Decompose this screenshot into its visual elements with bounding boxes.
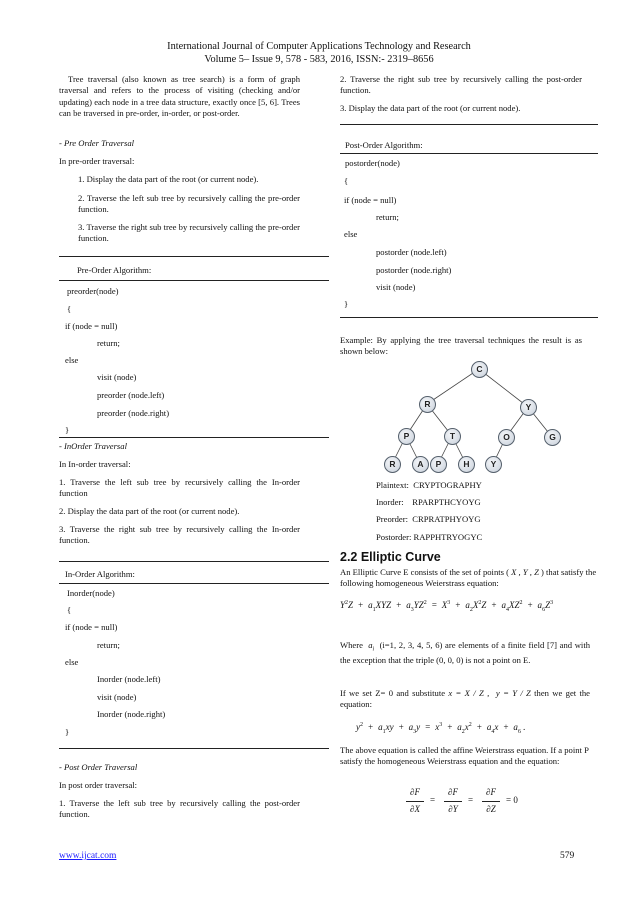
- divider: [59, 561, 329, 562]
- postorder-heading: - Post Order Traversal: [59, 762, 138, 772]
- ec-intro-text: An Elliptic Curve E consists of the set of points (: [340, 567, 509, 577]
- result-label: Inorder:: [376, 497, 404, 507]
- tree-node: G: [544, 429, 561, 446]
- substitution-text: then we get the equation:: [340, 688, 590, 710]
- code-line: visit (node): [376, 282, 416, 292]
- tree-node: A: [412, 456, 429, 473]
- journal-volume: Volume 5– Issue 9, 578 - 583, 2016, ISSN:- 2319–8656: [204, 54, 434, 65]
- where-text: Where: [340, 640, 363, 650]
- affine-equation: $y^2 + a_1xy + a_3y = x^3 + a_2x^2 + a_4x + a_6$ .: [356, 722, 526, 735]
- inorder-step-2: 2. Display the data part of the root (or current node).: [59, 506, 240, 516]
- preorder-step-2: 2. Traverse the left sub tree by recursively calling the pre-order function.: [78, 193, 300, 215]
- section-heading: 2.2 Elliptic Curve: [340, 550, 441, 564]
- divider: [340, 317, 598, 318]
- substitution-text: If we set Z= 0 and substitute: [340, 688, 446, 698]
- code-line: postorder (node.right): [376, 265, 452, 275]
- preorder-algo-title: Pre-Order Algorithm:: [77, 265, 152, 275]
- tree-node: Y: [520, 399, 537, 416]
- code-line: visit (node): [97, 692, 137, 702]
- partial-derivative-equation: ∂F ∂X = ∂F ∂Y = ∂F ∂Z = 0: [406, 787, 526, 827]
- divider: [59, 437, 329, 438]
- divider: [340, 153, 598, 154]
- code-line: else: [344, 229, 358, 239]
- result-row: [376, 480, 482, 491]
- ec-intro: [340, 567, 598, 590]
- ec-intro-vars: X , Y , Z: [511, 567, 539, 577]
- preorder-step-1: 1. Display the data part of the root (or current node).: [78, 174, 259, 184]
- code-line: else: [65, 657, 79, 667]
- code-line: preorder(node): [67, 286, 119, 296]
- code-line: preorder (node.right): [97, 408, 170, 418]
- divider: [59, 256, 329, 257]
- inorder-heading: - InOrder Traversal: [59, 441, 127, 451]
- postorder-algo-title: Post-Order Algorithm:: [345, 140, 423, 150]
- code-line: return;: [97, 338, 120, 348]
- tree-node: R: [419, 396, 436, 413]
- preorder-heading: - Pre Order Traversal: [59, 138, 135, 148]
- preorder-step-3: 3. Traverse the right sub tree by recursively calling the pre-order function.: [78, 222, 300, 244]
- code-line: Inorder (node.right): [97, 709, 166, 719]
- result-value: CRPRATPHYOYG: [412, 514, 481, 524]
- ec-intro-text: ) that satisfy the following homogeneous Weierstrass equation:: [340, 567, 597, 589]
- where-paragraph: [340, 640, 590, 666]
- result-value: RPARPTHCYOYG: [412, 497, 481, 507]
- tree-node: H: [458, 456, 475, 473]
- code-line: return;: [97, 640, 120, 650]
- substitution-paragraph: [340, 688, 590, 711]
- result-label: Preorder:: [376, 514, 408, 524]
- journal-url-link[interactable]: www.ijcat.com: [59, 851, 117, 861]
- code-line: if (node = null): [65, 622, 118, 632]
- page-number: 579: [560, 851, 575, 861]
- code-line: }: [344, 299, 349, 309]
- code-line: }: [65, 425, 70, 435]
- inorder-algo-title: In-Order Algorithm:: [65, 569, 135, 579]
- code-line: else: [65, 355, 79, 365]
- divider: [59, 748, 329, 749]
- traversal-tree: [380, 360, 580, 476]
- tree-node: C: [471, 361, 488, 378]
- inorder-step-3: 3. Traverse the right sub tree by recursively calling the In-order function.: [59, 524, 300, 546]
- inorder-step-1: 1. Traverse the left sub tree by recursively calling the In-order function: [59, 477, 300, 499]
- code-line: Inorder(node): [67, 588, 115, 598]
- journal-title: International Journal of Computer Applications Technology and Research: [167, 41, 471, 52]
- postorder-intro: In post order traversal:: [59, 780, 138, 790]
- tree-node: R: [384, 456, 401, 473]
- code-line: if (node = null): [344, 195, 397, 205]
- code-line: return;: [376, 212, 399, 222]
- code-line: postorder(node): [345, 158, 400, 168]
- affine-paragraph: The above equation is called the affine Weierstrass equation. If a point P satisfy the homogeneous Weierstrass equation and the equation:: [340, 745, 589, 767]
- postorder-step-3: 3. Display the data part of the root (or current node).: [340, 103, 521, 113]
- tree-node: P: [398, 428, 415, 445]
- code-line: {: [67, 304, 72, 314]
- code-line: {: [344, 176, 349, 186]
- result-label: Postorder:: [376, 532, 412, 542]
- result-row: [376, 514, 481, 525]
- result-row: [376, 497, 481, 508]
- example-text: Example: By applying the tree traversal techniques the result is as shown below:: [340, 335, 582, 357]
- divider: [59, 583, 329, 584]
- postorder-step-2: 2. Traverse the right sub tree by recursively calling the post-order function.: [340, 74, 582, 96]
- substitution-formula: x = X / Z , y = Y / Z: [448, 688, 531, 698]
- preorder-intro: In pre-order traversal:: [59, 156, 135, 166]
- result-label: Plaintext:: [376, 480, 409, 490]
- result-row: [376, 532, 482, 543]
- weierstrass-equation: $Y^2Z + a_1XYZ + a_3YZ^2 = X^3 + a_2X^2Z + a_4XZ^2 + a_6Z^3$: [340, 600, 554, 613]
- divider: [340, 124, 598, 125]
- code-line: visit (node): [97, 372, 137, 382]
- postorder-step-1: 1. Traverse the left sub tree by recursively calling the post-order function.: [59, 798, 300, 820]
- tree-node: O: [498, 429, 515, 446]
- result-value: RAPPHTRYOGYC: [413, 532, 483, 542]
- inorder-intro: In In-order traversal:: [59, 459, 131, 469]
- code-line: }: [65, 727, 70, 737]
- code-line: preorder (node.left): [97, 390, 165, 400]
- code-line: if (node = null): [65, 321, 118, 331]
- coefficient-symbol: $a_i$: [368, 640, 375, 653]
- code-line: postorder (node.left): [376, 247, 447, 257]
- tree-node: P: [430, 456, 447, 473]
- where-text: (i=1, 2, 3, 4, 5, 6) are elements of a finite field [7] and with the exception that the triple (0, 0, 0) is not a point on E.: [340, 640, 590, 665]
- code-line: Inorder (node.left): [97, 674, 161, 684]
- tree-node: T: [444, 428, 461, 445]
- divider: [59, 280, 329, 281]
- code-line: {: [67, 605, 72, 615]
- result-value: CRYPTOGRAPHY: [413, 480, 482, 490]
- intro-paragraph: Tree traversal (also known as tree search) is a form of graph traversal and refers to the process of visiting (checking and/or updating) each node in a tree data structure, exactly once [5, 6]. Trees can be traversed in pre-order, in-order, or post-order.: [59, 74, 300, 119]
- tree-node: Y: [485, 456, 502, 473]
